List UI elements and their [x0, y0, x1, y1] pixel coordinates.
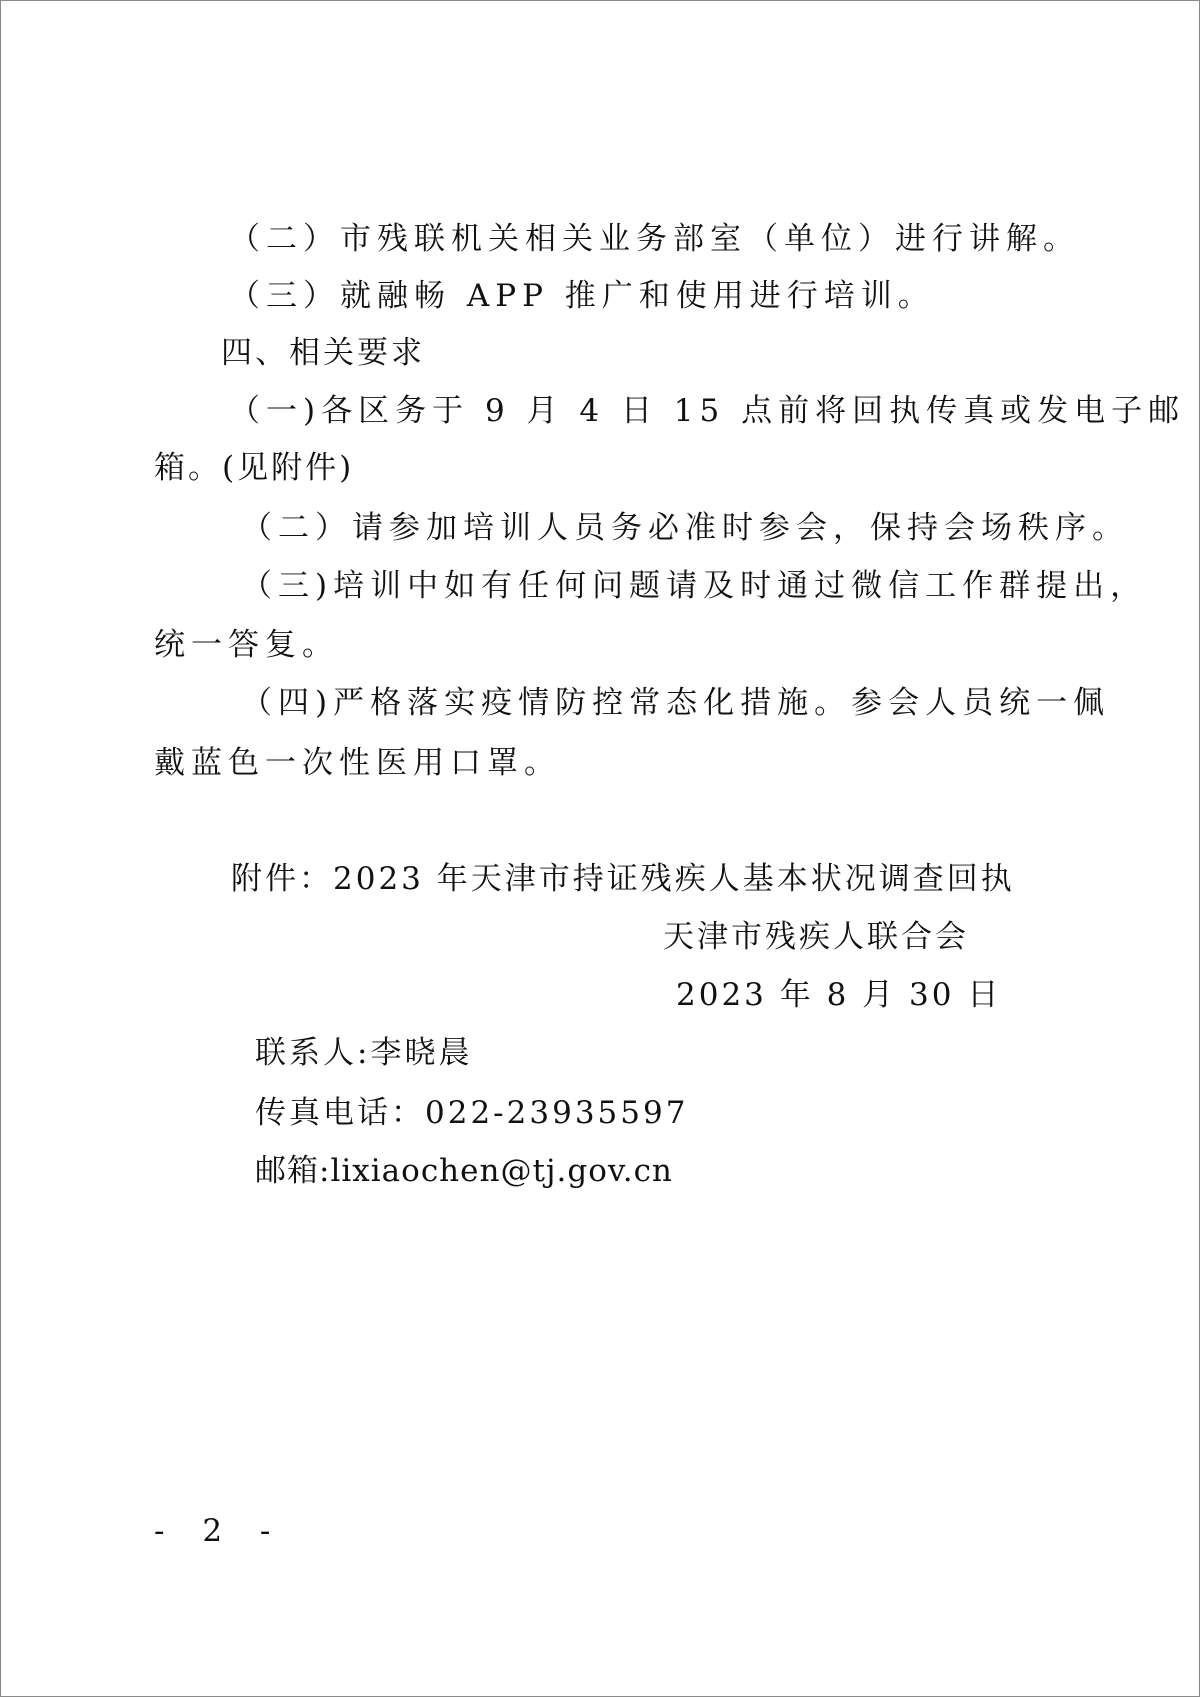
paragraph-line: （四)严格落实疫情防控常态化措施。参会人员统一佩	[241, 685, 1111, 721]
paragraph-line: （一)各区务于 9 月 4 日 15 点前将回执传真或发电子邮	[229, 393, 1186, 429]
page-number: - 2 -	[154, 1513, 285, 1549]
section-heading: 四、相关要求	[221, 335, 425, 371]
attachment-line: 附件：2023 年天津市持证残疾人基本状况调查回执	[231, 861, 1015, 897]
paragraph-line: （二）请参加培训人员务必准时参会，保持会场秩序。	[241, 510, 1129, 546]
signature-org: 天津市残疾人联合会	[663, 919, 969, 955]
paragraph-line: 戴蓝色一次性医用口罩。	[154, 745, 561, 781]
paragraph-line: （二）市残联机关相关业务部室（单位）进行讲解。	[229, 221, 1080, 257]
paragraph-line: 箱。(见附件)	[154, 450, 355, 486]
contact-person: 联系人:李晓晨	[255, 1035, 473, 1071]
paragraph-line: 统一答复。	[154, 627, 339, 663]
signature-date: 2023 年 8 月 30 日	[676, 977, 1002, 1013]
paragraph-line: （三)培训中如有任何问题请及时通过微信工作群提出，	[241, 568, 1148, 604]
fax-number: 传真电话：022-23935597	[255, 1095, 689, 1131]
email-address: 邮箱:lixiaochen@tj.gov.cn	[255, 1153, 673, 1189]
paragraph-line: （三）就融畅 APP 推广和使用进行培训。	[229, 278, 935, 314]
